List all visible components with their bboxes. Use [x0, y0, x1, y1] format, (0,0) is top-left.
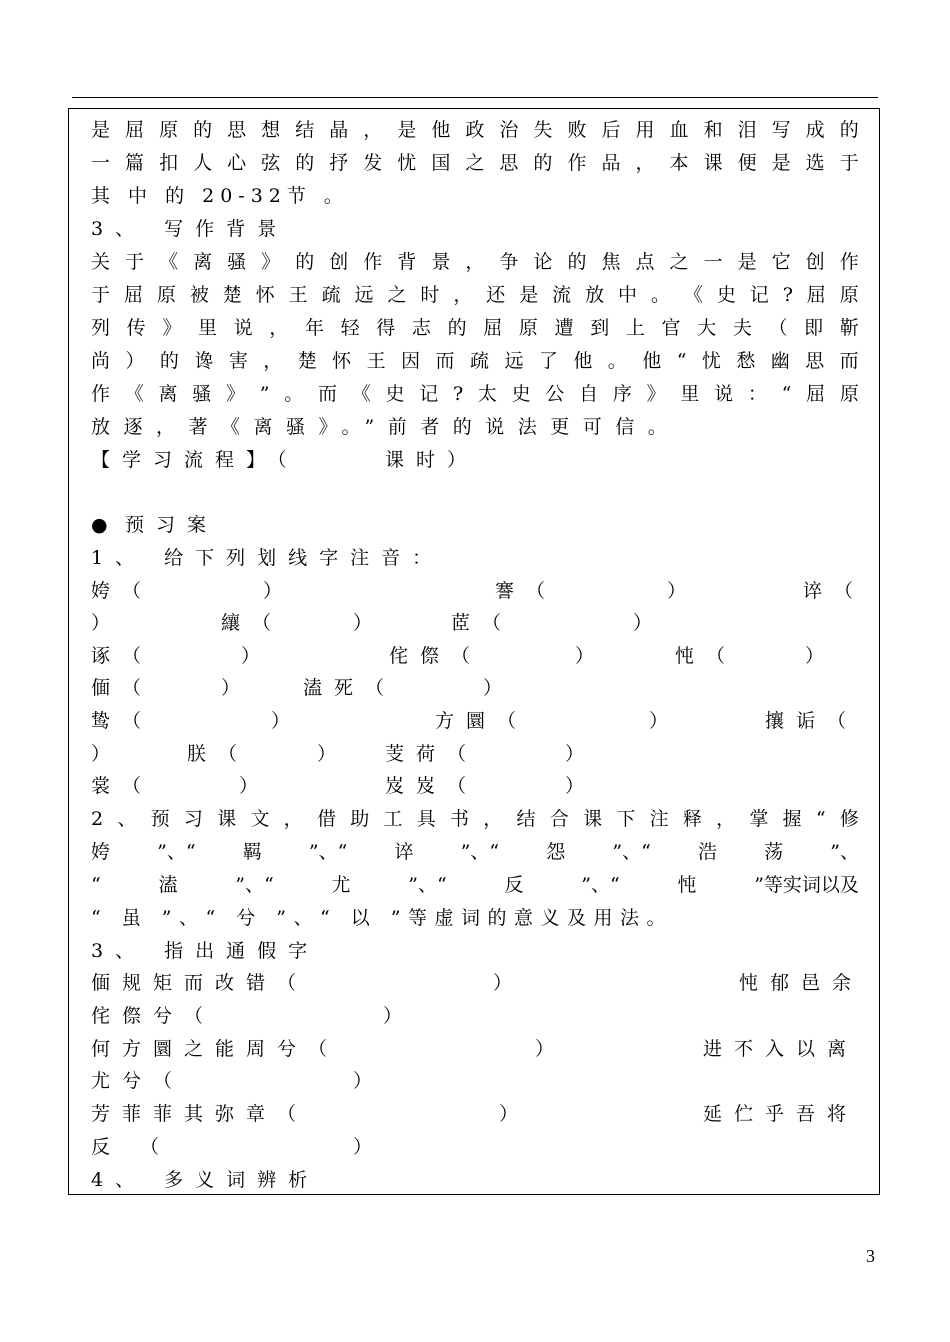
header-rule	[72, 97, 878, 98]
text-line: 放逐，著《离骚》。”前者的说法更可信。	[91, 416, 681, 438]
tongjia-row: 芳菲菲其弥章（ ） 延伫乎吾将	[91, 1103, 859, 1125]
pinyin-row: 姱（ ） 謇（ ） 谇（	[91, 580, 866, 602]
preview-heading	[91, 509, 859, 542]
question-4: 4、 多义词辨析	[91, 1169, 320, 1191]
tongjia-row: 何方圜之能周兮（ ） 进不入以离	[91, 1038, 859, 1060]
tongjia-row: 反 （ ）	[91, 1136, 373, 1158]
learning-flow-heading	[91, 444, 859, 477]
pinyin-row: 诼（ ） 侘傺（ ） 忳（ ）	[91, 645, 825, 667]
section-heading: 3、 写作背景	[91, 218, 289, 240]
pinyin-row: 裳（ ） 岌岌（ ）	[91, 775, 585, 797]
flow-hours: 课时）	[385, 449, 479, 471]
preview-title: 预习案	[125, 514, 219, 536]
text-line: 于 屈 原 被 楚 怀 王 疏 远 之 时 ， 还 是 流 放 中 。 《 史 记 ? 屈 原	[91, 284, 859, 306]
pinyin-row: 偭（ ） 溘死（ ）	[91, 677, 503, 699]
text-line: 关 于 《 离 骚 》 的 创 作 背 景 ， 争 论 的 焦 点 之 一 是 它 创 作	[91, 251, 859, 273]
text-line: 列 传 》 里 说 ， 年 轻 得 志 的 屈 原 遭 到 上 官 大 夫 （ 即 靳	[91, 317, 859, 339]
question-3: 3、 指出通假字	[91, 940, 320, 962]
pinyin-row: 鸷（ ） 方圜（ ） 攘诟（	[91, 710, 859, 732]
question-2: “ 溘 ”、“ 尤 ”、“ 反 ”、“ 忳 ”等实词以及	[91, 874, 859, 896]
text-line: 是 屈 原 的 思 想 结 晶 ， 是 他 政 治 失 败 后 用 血 和 泪 写 成 的	[91, 119, 859, 141]
question-1: 1、 给下列划线字注音：	[91, 547, 444, 569]
flow-label: 【学习流程】（	[91, 449, 299, 471]
tongjia-row: 尤兮（ ）	[91, 1070, 373, 1092]
bullet-icon: ●	[91, 514, 108, 536]
question-2: “ 虽 ”、“ 兮 ”、“ 以 ”等虚词的意义及用法。	[91, 907, 674, 929]
pinyin-row: ） 朕（ ） 芰荷（ ）	[91, 743, 585, 765]
pinyin-row: ） 纕（ ） 茝（ ）	[91, 612, 653, 634]
tongjia-row: 偭规矩而改错（ ） 忳郁邑余	[91, 972, 864, 994]
text-line: 一 篇 扣 人 心 弦 的 抒 发 忧 国 之 思 的 作 品 ， 本 课 便 是 选 于	[91, 152, 859, 174]
question-2: 2 、 预 习 课 文 ， 借 助 工 具 书 ， 结 合 课 下 注 释 ， 掌 握 “ 修	[91, 808, 859, 830]
page-number: 3	[866, 1246, 875, 1266]
text-line: 其 中 的 20-32节 。	[91, 185, 349, 207]
tongjia-row: 侘傺兮（ ）	[91, 1005, 403, 1027]
text-line: 作 《 离 骚 》 ” 。 而 《 史 记 ? 太 史 公 自 序 》 里 说 ： “ 屈 原	[91, 383, 859, 405]
question-2: 姱 ”、“ 羁 ”、“ 谇 ”、“ 怨 ”、“ 浩 荡 ”、	[91, 841, 859, 863]
text-line: 尚 ） 的 谗 害 ， 楚 怀 王 因 而 疏 远 了 他 。 他 “ 忧 愁 幽 思 而	[91, 350, 859, 372]
